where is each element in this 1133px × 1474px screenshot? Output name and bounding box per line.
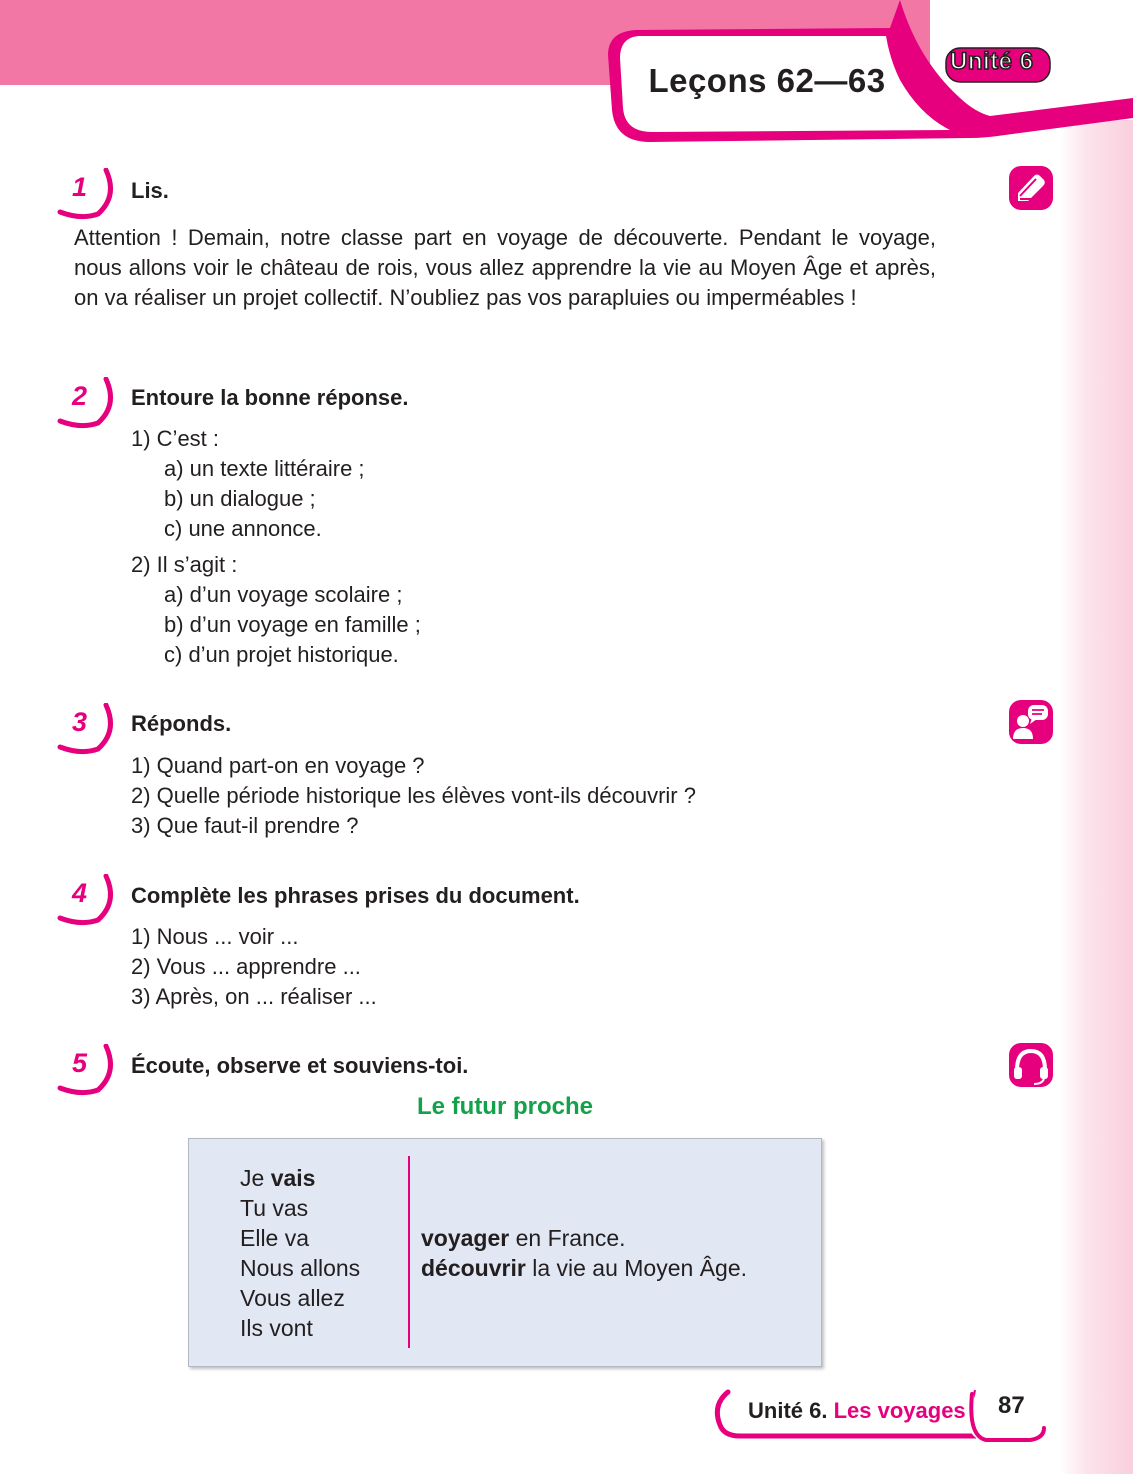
exercise-number-5: 5 — [56, 1044, 116, 1096]
conjugation-je — [240, 1165, 315, 1192]
exercise-3-title: Réponds. — [131, 711, 232, 736]
sentence-item-2: 2) Vous ... apprendre ... — [131, 954, 361, 979]
option-2b: b) d’un voyage en famille ; — [164, 612, 421, 637]
book-icon — [1006, 163, 1056, 213]
question-2: 2) Il s’agit : — [131, 552, 238, 577]
infinitive-decouvrir: découvrir — [421, 1255, 526, 1281]
question-item-1: 1) Quand part-on en voyage ? — [131, 753, 425, 778]
exercise-4-title: Complète les phrases prises du document. — [131, 883, 580, 908]
question-1: 1) C’est : — [131, 426, 220, 451]
conjugation-tu: Tu vas — [240, 1195, 309, 1221]
sentence-item-1: 1) Nous ... voir ... — [131, 924, 299, 949]
speech-bubble-icon — [1006, 697, 1056, 747]
conjugation-vous: Vous allez — [240, 1285, 345, 1311]
grammar-title: Le futur proche — [416, 1093, 593, 1120]
footer-unit-name: Les voyages — [833, 1398, 966, 1423]
exercise-number-4: 4 — [56, 874, 116, 926]
conjugation-ils: Ils vont — [240, 1315, 313, 1341]
sentence-item-3: 3) Après, on ... réaliser ... — [131, 984, 377, 1009]
exercise-number-1: 1 — [56, 168, 116, 220]
conjugation-elle: Elle va — [240, 1225, 310, 1251]
exercise-number-3: 3 — [56, 703, 116, 755]
exercise-2-title: Entoure la bonne réponse. — [131, 385, 409, 410]
infinitive-example-2: découvrir la vie au Moyen Âge. — [421, 1255, 748, 1281]
option-1b: b) un dialogue ; — [164, 486, 316, 511]
footer-unit-label: Unité 6. — [748, 1398, 828, 1423]
conjugation-nous: Nous allons — [240, 1255, 361, 1281]
unit-badge-label: Unité 6 — [950, 48, 1034, 75]
option-1a: a) un texte littéraire ; — [164, 456, 365, 481]
infinitive-voyager: voyager — [421, 1225, 510, 1251]
right-margin-band — [1060, 120, 1133, 1474]
option-2a: a) d’un voyage scolaire ; — [164, 582, 403, 607]
exercise-number-2: 2 — [56, 377, 116, 429]
exercise-5-title: Écoute, observe et souviens-toi. — [131, 1053, 469, 1078]
page-number: 87 — [998, 1392, 1025, 1419]
option-2c: c) d’un projet historique. — [164, 642, 399, 667]
option-1c: c) une annonce. — [164, 516, 322, 541]
question-item-3: 3) Que faut-il prendre ? — [131, 813, 359, 838]
verb-vais: vais — [270, 1165, 316, 1191]
headphones-icon — [1006, 1040, 1056, 1090]
grammar-divider — [408, 1156, 410, 1348]
pronoun-je: Je — [240, 1165, 265, 1191]
footer-unit-title — [748, 1398, 966, 1424]
question-item-2: 2) Quelle période historique les élèves vont-ils découvrir ? — [131, 783, 696, 808]
infinitive-example-1: voyager en France. — [421, 1225, 626, 1251]
lesson-title: Leçons 62—63 — [648, 62, 886, 99]
reading-text: Attention ! Demain, notre classe part en voyage de découverte. Pendant le voyage, nous allons voir le château de rois, vous allez apprendre la vie au Moyen Âge et après, on va réaliser un projet collectif. N’oubliez pas vos parapluies ou imperméables ! — [74, 225, 936, 310]
exercise-1-title: Lis. — [131, 178, 169, 203]
